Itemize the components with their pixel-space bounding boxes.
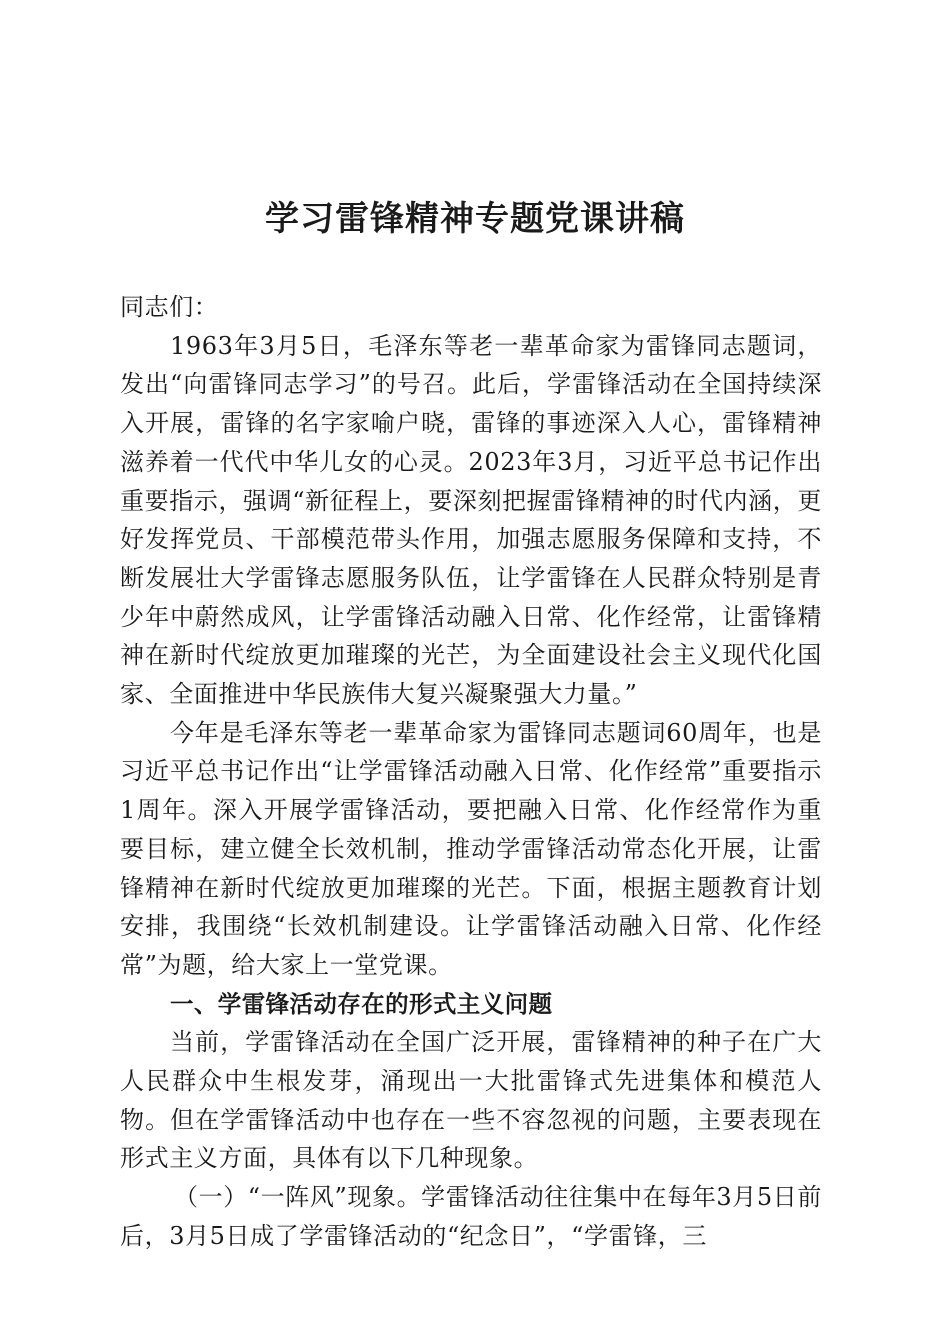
salutation: 同志们： — [120, 293, 219, 321]
document-body — [120, 288, 822, 1256]
section-heading: 一、学雷锋活动存在的形式主义问题 — [170, 989, 553, 1018]
document-title: 学习雷锋精神专题党课讲稿 — [265, 199, 685, 239]
paragraph-intro: 1963年3月5日，毛泽东等老一辈革命家为雷锋同志题词，发出“向雷锋同志学习”的号召。此后，学雷锋活动在全国持续深入开展，雷锋的名字家喻户晓，雷锋的事迹深入人心，雷锋精神滋养着一代代中华儿女的心灵。2023年3月，习近平总书记作出重要指示，强调“新征程上，要深刻把握雷锋精神的时代内涵，更好发挥党员、干部模范带头作用，加强志愿服务保障和支持，不断发展壮大学雷锋志愿服务队伍，让学雷锋在人民群众特别是青少年中蔚然成风，让学雷锋活动融入日常、化作经常，让雷锋精神在新时代绽放更加璀璨的光芒，为全面建设社会主义现代化国家、全面推进中华民族伟大复兴凝聚强大力量。” — [120, 331, 822, 709]
paragraph-anniversary: 今年是毛泽东等老一辈革命家为雷锋同志题词60周年，也是习近平总书记作出“让学雷锋活动融入日常、化作经常”重要指示1周年。深入开展学雷锋活动，要把融入日常、化作经常作为重要目标，建立健全长效机制，推动学雷锋活动常态化开展，让雷锋精神在新时代绽放更加璀璨的光芒。下面，根据主题教育计划安排，我围绕“长效机制建设。让学雷锋活动融入日常、化作经常”为题，给大家上一堂党课。 — [120, 718, 822, 979]
paragraph-subsection-one: （一）“一阵风”现象。学雷锋活动往往集中在每年3月5日前后，3月5日成了学雷锋活动的“纪念日”，“学雷锋，三 — [120, 1183, 822, 1250]
paragraph-problems: 当前，学雷锋活动在全国广泛开展，雷锋精神的种子在广大人民群众中生根发芽，涌现出一大批雷锋式先进集体和模范人物。但在学雷锋活动中也存在一些不容忽视的问题，主要表现在形式主义方面，具体有以下几种现象。 — [120, 1028, 822, 1173]
